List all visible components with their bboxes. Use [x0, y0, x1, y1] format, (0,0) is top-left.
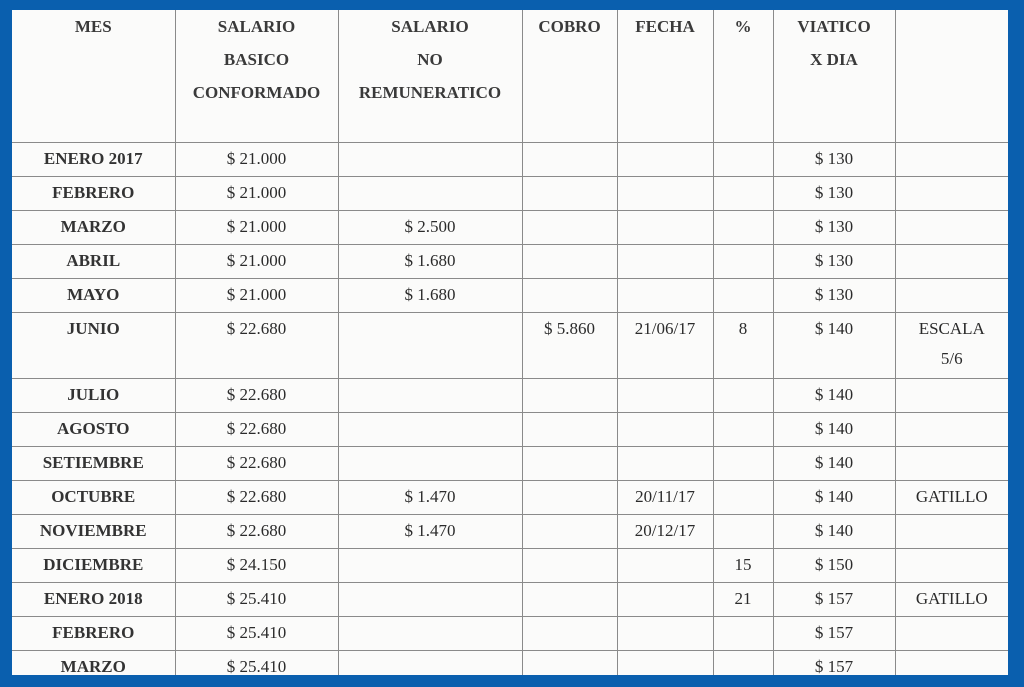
- cell-cobro: [522, 142, 617, 176]
- cell-salario-basico: $ 21.000: [175, 244, 338, 278]
- cell-viatico: $ 130: [773, 142, 895, 176]
- cell-nota: [895, 142, 1008, 176]
- header-salario-no-remunerativo: SALARIO NO REMUNERATICO: [338, 10, 522, 142]
- cell-fecha: 20/12/17: [617, 514, 713, 548]
- cell-porcentaje: [713, 142, 773, 176]
- cell-salario-no-remunerativo: [338, 176, 522, 210]
- cell-cobro: [522, 650, 617, 675]
- cell-porcentaje: [713, 514, 773, 548]
- cell-mes: ABRIL: [12, 244, 175, 278]
- cell-nota: [895, 548, 1008, 582]
- table-row: [12, 278, 1008, 312]
- cell-fecha: [617, 142, 713, 176]
- cell-fecha: [617, 412, 713, 446]
- cell-viatico: $ 130: [773, 278, 895, 312]
- cell-nota: [895, 244, 1008, 278]
- cell-porcentaje: [713, 446, 773, 480]
- cell-fecha: [617, 278, 713, 312]
- cell-viatico: $ 130: [773, 244, 895, 278]
- cell-salario-basico: $ 21.000: [175, 278, 338, 312]
- cell-mes: SETIEMBRE: [12, 446, 175, 480]
- cell-salario-basico: $ 25.410: [175, 582, 338, 616]
- cell-salario-no-remunerativo: [338, 142, 522, 176]
- cell-viatico: $ 140: [773, 446, 895, 480]
- cell-fecha: [617, 650, 713, 675]
- cell-nota: [895, 446, 1008, 480]
- cell-porcentaje: [713, 480, 773, 514]
- salary-table: [12, 10, 1008, 675]
- table-row: [12, 142, 1008, 176]
- cell-porcentaje: [713, 412, 773, 446]
- cell-viatico: $ 140: [773, 312, 895, 378]
- cell-salario-no-remunerativo: [338, 548, 522, 582]
- cell-viatico: $ 157: [773, 650, 895, 675]
- cell-salario-basico: $ 21.000: [175, 210, 338, 244]
- cell-viatico: $ 140: [773, 514, 895, 548]
- cell-nota: [895, 378, 1008, 412]
- cell-mes: OCTUBRE: [12, 480, 175, 514]
- cell-cobro: [522, 210, 617, 244]
- cell-porcentaje: [713, 244, 773, 278]
- cell-fecha: [617, 582, 713, 616]
- cell-nota: [895, 650, 1008, 675]
- table-row: [12, 378, 1008, 412]
- cell-fecha: [617, 210, 713, 244]
- cell-mes: JULIO: [12, 378, 175, 412]
- cell-mes: FEBRERO: [12, 176, 175, 210]
- cell-mes: MARZO: [12, 210, 175, 244]
- cell-cobro: [522, 514, 617, 548]
- cell-salario-basico: $ 24.150: [175, 548, 338, 582]
- table-row: [12, 446, 1008, 480]
- cell-mes: ENERO 2017: [12, 142, 175, 176]
- table-header-row: [12, 10, 1008, 142]
- cell-cobro: [522, 616, 617, 650]
- cell-fecha: 21/06/17: [617, 312, 713, 378]
- cell-fecha: [617, 446, 713, 480]
- cell-viatico: $ 140: [773, 412, 895, 446]
- cell-porcentaje: [713, 650, 773, 675]
- cell-viatico: $ 150: [773, 548, 895, 582]
- cell-salario-basico: $ 22.680: [175, 378, 338, 412]
- cell-salario-no-remunerativo: $ 2.500: [338, 210, 522, 244]
- table-row: [12, 312, 1008, 378]
- document-page: [12, 10, 1008, 675]
- cell-salario-no-remunerativo: [338, 412, 522, 446]
- cell-salario-basico: $ 21.000: [175, 142, 338, 176]
- header-porcentaje: %: [713, 10, 773, 142]
- cell-salario-no-remunerativo: [338, 378, 522, 412]
- cell-mes: AGOSTO: [12, 412, 175, 446]
- cell-salario-no-remunerativo: [338, 650, 522, 675]
- cell-cobro: [522, 480, 617, 514]
- cell-mes: NOVIEMBRE: [12, 514, 175, 548]
- cell-nota: [895, 514, 1008, 548]
- header-nota: [895, 10, 1008, 142]
- cell-salario-basico: $ 22.680: [175, 412, 338, 446]
- cell-fecha: [617, 616, 713, 650]
- cell-mes: FEBRERO: [12, 616, 175, 650]
- table-row: [12, 548, 1008, 582]
- cell-salario-no-remunerativo: [338, 312, 522, 378]
- cell-salario-basico: $ 22.680: [175, 514, 338, 548]
- cell-salario-basico: $ 21.000: [175, 176, 338, 210]
- cell-nota: [895, 176, 1008, 210]
- table-row: [12, 210, 1008, 244]
- cell-nota: ESCALA 5/6: [895, 312, 1008, 378]
- cell-nota: GATILLO: [895, 582, 1008, 616]
- cell-nota: [895, 278, 1008, 312]
- cell-cobro: [522, 412, 617, 446]
- table-row: [12, 480, 1008, 514]
- cell-porcentaje: 15: [713, 548, 773, 582]
- cell-fecha: [617, 378, 713, 412]
- cell-salario-no-remunerativo: [338, 446, 522, 480]
- table-body: [12, 142, 1008, 675]
- table-row: [12, 650, 1008, 675]
- cell-nota: GATILLO: [895, 480, 1008, 514]
- cell-fecha: [617, 176, 713, 210]
- cell-mes: ENERO 2018: [12, 582, 175, 616]
- cell-salario-basico: $ 22.680: [175, 312, 338, 378]
- cell-salario-no-remunerativo: [338, 582, 522, 616]
- cell-cobro: $ 5.860: [522, 312, 617, 378]
- cell-viatico: $ 157: [773, 582, 895, 616]
- cell-salario-basico: $ 25.410: [175, 650, 338, 675]
- cell-salario-no-remunerativo: [338, 616, 522, 650]
- cell-viatico: $ 130: [773, 210, 895, 244]
- cell-mes: JUNIO: [12, 312, 175, 378]
- cell-nota: [895, 412, 1008, 446]
- cell-cobro: [522, 378, 617, 412]
- table-row: [12, 176, 1008, 210]
- cell-salario-no-remunerativo: $ 1.470: [338, 480, 522, 514]
- cell-salario-no-remunerativo: $ 1.680: [338, 278, 522, 312]
- header-salario-basico: SALARIO BASICO CONFORMADO: [175, 10, 338, 142]
- cell-porcentaje: [713, 278, 773, 312]
- cell-viatico: $ 140: [773, 378, 895, 412]
- cell-viatico: $ 157: [773, 616, 895, 650]
- cell-porcentaje: [713, 210, 773, 244]
- header-mes: MES: [12, 10, 175, 142]
- cell-cobro: [522, 244, 617, 278]
- cell-salario-basico: $ 25.410: [175, 616, 338, 650]
- cell-cobro: [522, 548, 617, 582]
- table-row: [12, 244, 1008, 278]
- cell-fecha: [617, 244, 713, 278]
- cell-mes: MARZO: [12, 650, 175, 675]
- cell-viatico: $ 140: [773, 480, 895, 514]
- cell-porcentaje: [713, 378, 773, 412]
- cell-salario-basico: $ 22.680: [175, 480, 338, 514]
- cell-porcentaje: [713, 616, 773, 650]
- cell-nota: [895, 210, 1008, 244]
- header-viatico: VIATICO X DIA: [773, 10, 895, 142]
- cell-fecha: [617, 548, 713, 582]
- cell-viatico: $ 130: [773, 176, 895, 210]
- header-cobro: COBRO: [522, 10, 617, 142]
- table-row: [12, 582, 1008, 616]
- cell-mes: DICIEMBRE: [12, 548, 175, 582]
- cell-porcentaje: [713, 176, 773, 210]
- cell-cobro: [522, 176, 617, 210]
- cell-salario-no-remunerativo: $ 1.470: [338, 514, 522, 548]
- table-row: [12, 514, 1008, 548]
- cell-porcentaje: 21: [713, 582, 773, 616]
- cell-cobro: [522, 278, 617, 312]
- cell-porcentaje: 8: [713, 312, 773, 378]
- cell-nota: [895, 616, 1008, 650]
- header-fecha: FECHA: [617, 10, 713, 142]
- table-row: [12, 412, 1008, 446]
- cell-salario-basico: $ 22.680: [175, 446, 338, 480]
- cell-fecha: 20/11/17: [617, 480, 713, 514]
- table-row: [12, 616, 1008, 650]
- cell-cobro: [522, 582, 617, 616]
- cell-mes: MAYO: [12, 278, 175, 312]
- cell-cobro: [522, 446, 617, 480]
- cell-salario-no-remunerativo: $ 1.680: [338, 244, 522, 278]
